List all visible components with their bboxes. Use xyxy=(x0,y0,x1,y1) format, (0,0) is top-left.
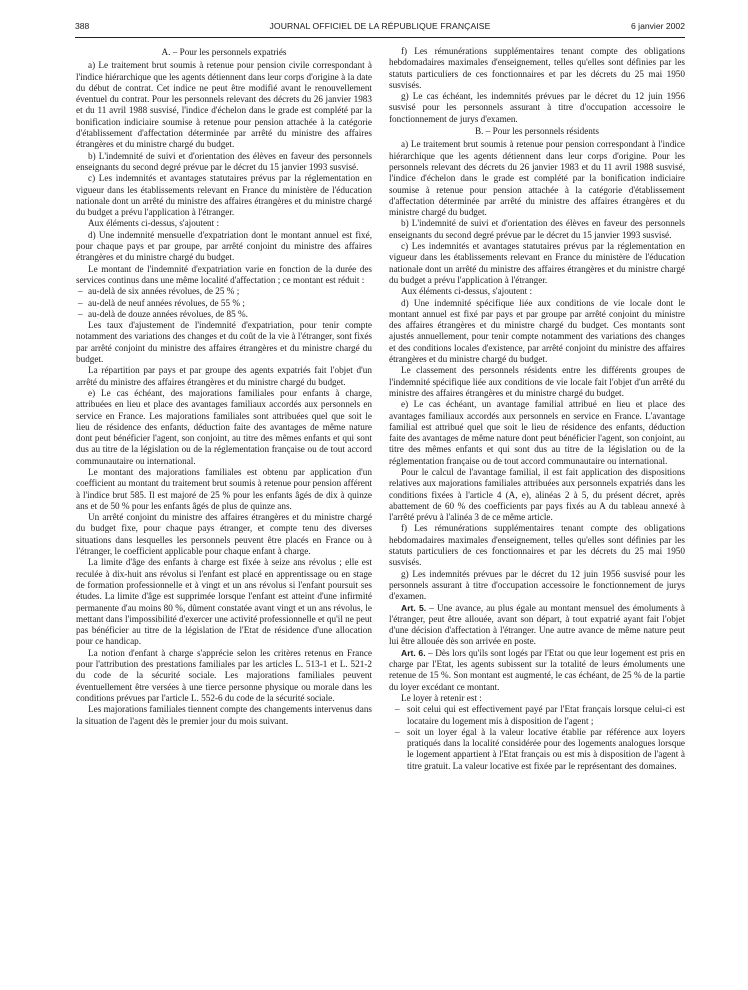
article-number: Art. 5. xyxy=(401,602,427,613)
section-heading: A. – Pour les personnels expatriés xyxy=(161,47,287,57)
right-column xyxy=(389,46,685,772)
section-heading: B. – Pour les personnels résidents xyxy=(474,126,600,137)
paragraph: d) Une indemnité spécifique liée aux conditions de vie locale dont le montant annuel est fixé par pays et par groupe par arrêté conjoint du ministre des affaires étrangères et du ministre chargé du budget. Ces montants sont ajustés annuellement, pour tenir compte notamment des variations des changes et des conditions locales d'existence, par arrêté conjoint du ministre des affaires étrangères et du ministre chargé du budget. xyxy=(389,297,685,365)
paragraph: g) Le cas échéant, les indemnités prévues par le décret du 12 juin 1956 susvisé pour les personnels assurant à titre d'occupation accessoire le fonctionnement de jurys d'examen. xyxy=(389,91,685,124)
list-item: – soit un loyer égal à la valeur locative établie par référence aux loyers pratiqués dans la localité considérée pour des logements analogues lorsque le logement appartient à l'Etat français ou est mis à disposition de l'agent à titre gratuit. La valeur locative est fixée par le représentant des domaines. xyxy=(389,727,685,772)
article-paragraph xyxy=(389,648,685,693)
paragraph: g) Les indemnités prévues par le décret du 12 juin 1956 susvisé pour les personnels assurant à titre d'occupation accessoire le fonctionnement de jurys d'examen. xyxy=(389,568,685,602)
paragraph: a) Le traitement brut soumis à retenue pour pension civile correspondant à l'indice hiérarchique que les agents détiennent dans leur corps d'origine à la date du début de contrat. Cet indice ne peut être modifié avant le renouvellement éventuel du contrat. Pour les personnels relevant des décrets du 26 janvier 1983 et du 11 avril 1988 susvisé, l'indice d'échelon dans le grade est complété par la bonification indiciaire soumise à retenue pour pension attachée à la catégorie d'établissement d'affectation déterminée par arrêté du ministre des affaires étrangères et du ministre chargé du budget. xyxy=(76,60,372,150)
paragraph: Pour le calcul de l'avantage familial, il est fait application des dispositions relatives aux majorations familiales attribuées aux personnels expatriés dans les conditions fixées à l'article 4 (A, e), alinéas 2 à 5, du présent décret, après abattement de 60 % des coefficients par pays fixés au A du tableau annexé à l'arrêté prévu à l'alinéa 3 de ce même article. xyxy=(389,466,685,523)
paragraph: b) L'indemnité de suivi et d'orientation des élèves en faveur des personnels enseignants du second degré prévue par le décret du 15 janvier 1993 susvisé. xyxy=(389,218,685,240)
paragraph: Les majorations familiales tiennent compte des changements intervenus dans la situation de l'agent dès le premier jour du mois suivant. xyxy=(76,704,372,726)
page-number: 388 xyxy=(75,21,90,31)
left-column xyxy=(76,46,372,727)
paragraph: La limite d'âge des enfants à charge est fixée à seize ans révolus ; elle est reculée à dix-huit ans révolus si l'enfant est placé en apprentissage ou en stage de formation professionnelle et à vingt et un ans révolus si l'enfant poursuit ses études. La limite d'âge est supprimée lorsque l'enfant est atteint d'une infirmité permanente d'au moins 80 %, dûment constatée avant vingt et un ans révolus, le mettant dans l'impossibilité d'exercer une activité professionnelle et qu'il ne peut pas bénéficier au titre de la législation de l'Etat de résidence d'une allocation pour ce handicap. xyxy=(76,557,372,647)
paragraph: Le montant de l'indemnité d'expatriation varie en fonction de la durée des services continus dans une même localité d'affectation ; ce montant est réduit : xyxy=(76,263,372,285)
header-rule xyxy=(75,37,685,38)
list-item: – soit celui qui est effectivement payé par l'Etat français lorsque celui-ci est locataire du logement mis à disposition de l'agent ; xyxy=(389,704,685,727)
paragraph: e) Le cas échéant, un avantage familial attribué en lieu et place des avantages familiaux accordés aux personnels en service en France. L'avantage familial est attribué quel que soit le lieu de résidence des enfants, déduction faite des avantages de même nature dont peut bénéficier l'agent, son conjoint, au titre des mêmes enfants et qui sont dus au titre de la législation ou de la réglementation française ou de tout accord communautaire ou international. xyxy=(389,399,685,466)
list-item: – au-delà de neuf années révolues, de 55 % ; xyxy=(76,298,372,309)
article-paragraph xyxy=(389,603,685,648)
page-header xyxy=(75,19,685,33)
paragraph: Un arrêté conjoint du ministre des affaires étrangères et du ministre chargé du budget fixe, pour chaque pays étranger, et compte tenu des diverses situations dans lesquelles les personnels peuvent être placés en France ou à l'étranger, le coefficient applicable pour chaque enfant à charge. xyxy=(76,512,372,557)
paragraph: Aux éléments ci-dessus, s'ajoutent : xyxy=(401,286,533,297)
paragraph: Le montant des majorations familiales est obtenu par application d'un coefficient au montant du traitement brut soumis à retenue pour pension afférent à l'indice brut 585. Il est majoré de 25 % pour les enfants âgés de dix à quinze ans et de 50 % pour les enfants âgés de plus de quinze ans. xyxy=(76,466,372,511)
journal-title: JOURNAL OFFICIEL DE LA RÉPUBLIQUE FRANÇAISE xyxy=(269,21,491,31)
paragraph: Le classement des personnels résidents entre les différents groupes de l'indemnité spécifique liée aux conditions de vie locale fait l'objet d'un arrêté du ministre des affaires étrangères et du ministre chargé du budget. xyxy=(389,365,685,398)
paragraph: a) Le traitement brut soumis à retenue pour pension correspondant à l'indice hiérarchique que les agents détiennent dans leur corps d'origine. Pour les personnels relevant des décrets du 26 janvier 1983 et du 11 avril 1988 susvisé, l'indice d'échelon dans le grade est complété par la bonification indiciaire soumise à retenue pour pension attachée à la catégorie d'établissement d'affectation déterminée par arrêté du ministre des affaires étrangères et du ministre chargé du budget. xyxy=(389,139,685,218)
paragraph: Aux éléments ci-dessus, s'ajoutent : xyxy=(88,218,220,229)
issue-date: 6 janvier 2002 xyxy=(631,21,685,31)
paragraph: La notion d'enfant à charge s'apprécie selon les critères retenus en France pour l'attribution des prestations familiales par les articles L. 513-1 et L. 521-2 du code de la sécurité sociale. Les majorations familiales peuvent éventuellement être versées à une tierce personne physique ou morale dans les conditions prévues par l'article L. 552-6 du code de la sécurité sociale. xyxy=(76,647,372,703)
paragraph: c) Les indemnités et avantages statutaires prévus par la réglementation en vigueur dans les établissements relevant en France du ministère de l'éducation nationale dont un arrêté du ministre des affaires étrangères et du ministre chargé du budget a prévu l'application à l'étranger. xyxy=(76,173,372,218)
paragraph: f) Les rémunérations supplémentaires tenant compte des obligations hebdomadaires maximales d'enseignement, telles qu'elles sont définies par les statuts particuliers de ces fonctionnaires et par les décrets du 25 mai 1950 susvisés. xyxy=(389,46,685,90)
paragraph: f) Les rémunérations supplémentaires tenant compte des obligations hebdomadaires maximales d'enseignement, telles qu'elles sont définies par les statuts particuliers de ces fonctionnaires et par les décrets du 25 mai 1950 susvisés. xyxy=(389,523,685,568)
article-text: – Dès lors qu'ils sont logés par l'Etat ou que leur logement est pris en charge par l'Etat, les agents subissent sur la totalité de leurs émoluments une retenue de 15 %. Son montant est augmenté, le cas échéant, de 25 % de la partie du loyer excédant ce montant. xyxy=(389,647,685,692)
paragraph: d) Une indemnité mensuelle d'expatriation dont le montant annuel est fixé, pour chaque pays et par groupe, par arrêté conjoint du ministre des affaires étrangères et du ministre chargé du budget. xyxy=(76,229,372,263)
paragraph: Les taux d'ajustement de l'indemnité d'expatriation, pour tenir compte notamment des variations des changes et du coût de la vie à l'étranger, sont fixés par arrêté conjoint du ministre des affaires étrangères et du ministre chargé du budget. xyxy=(76,320,372,365)
paragraph: c) Les indemnités et avantages statutaires prévus par la réglementation en vigueur dans les établissements relevant en France du ministère de l'éducation nationale dont un arrêté du ministre des affaires étrangères et du ministre chargé du budget a prévu l'application à l'étranger. xyxy=(389,241,685,285)
paragraph: La répartition par pays et par groupe des agents expatriés fait l'objet d'un arrêté du ministre des affaires étrangères et du ministre chargé du budget. xyxy=(76,365,372,387)
paragraph: e) Le cas échéant, des majorations familiales pour enfants à charge, attribuées en lieu et place des avantages familiaux accordés aux personnels en service en France. Les majorations familiales sont attribuées quel que soit le lieu de résidence des enfants, déduction faite des avantages de même nature dont peut bénéficier l'agent, son conjoint, au titre des mêmes enfants et qui sont dus au titre de la législation ou de la réglementation française ou de tout accord communautaire ou international. xyxy=(76,387,372,466)
list-item: – au-delà de douze années révolues, de 85 %. xyxy=(76,309,372,320)
article-text: – Une avance, au plus égale au montant mensuel des émoluments à l'étranger, peut être allouée, avant son départ, à tout expatrié ayant fait l'objet d'une décision d'affectation à l'étranger. Une autre avance de même nature peut lui être allouée dès son arrivée en poste. xyxy=(389,602,685,647)
paragraph: Le loyer à retenir est : xyxy=(401,692,482,703)
paragraph: b) L'indemnité de suivi et d'orientation des élèves en faveur des personnels enseignants du second degré prévue par le décret du 15 janvier 1993 susvisé. xyxy=(76,150,372,172)
article-number: Art. 6. xyxy=(401,647,426,658)
list-item: – au-delà de six années révolues, de 25 % ; xyxy=(76,286,372,297)
